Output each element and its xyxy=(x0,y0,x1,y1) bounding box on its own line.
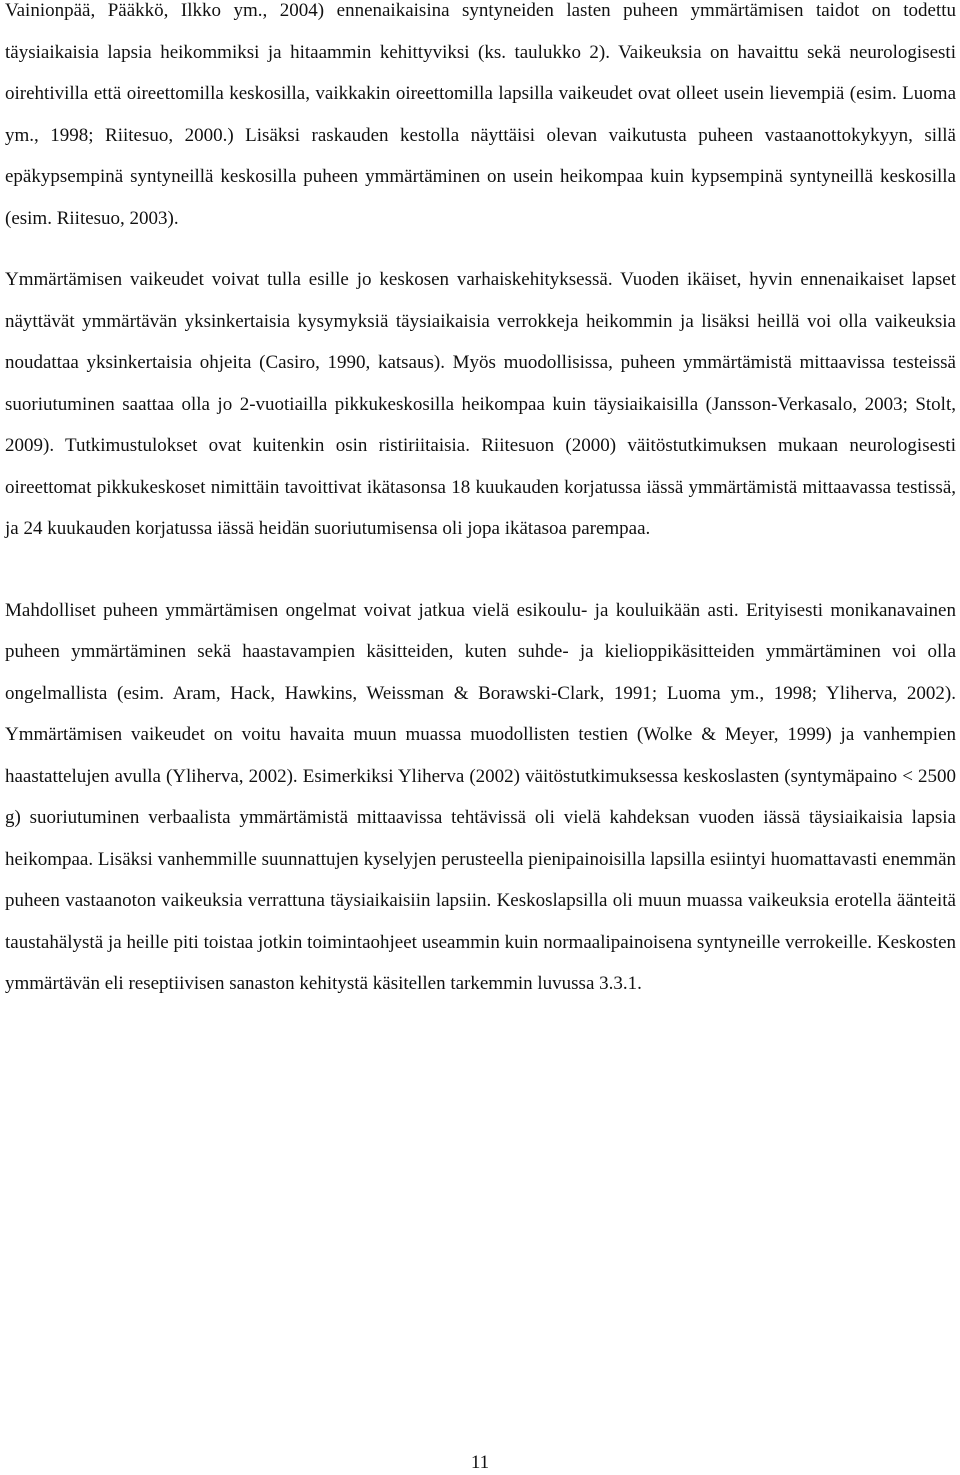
page-number: 11 xyxy=(470,1452,490,1473)
body-paragraph-1: Vainionpää, Pääkkö, Ilkko ym., 2004) ennenaikaisina syntyneiden lasten puheen ymmärtämisen taidot on todettu täysiaikaisia lapsia heikommiksi ja hitaammin kehittyviksi (ks. taulukko 2). Vaikeuksia on havaittu sekä neurologisesti oirehtivilla että oireettomilla keskosilla, vaikkakin oireettomilla lapsilla vaikeudet ovat olleet usein lievempiä (esim. Luoma ym., 1998; Riitesuo, 2000.) Lisäksi raskauden kestolla näyttäisi olevan vaikutusta puheen vastaanottokykyyn, sillä epäkypsempinä syntyneillä keskosilla puheen ymmärtäminen on usein heikompaa kuin kypsempinä syntyneillä keskosilla (esim. Riitesuo, 2003). xyxy=(5,0,956,229)
body-paragraph-2: Ymmärtämisen vaikeudet voivat tulla esille jo keskosen varhaiskehityksessä. Vuoden ikäiset, hyvin ennenaikaiset lapset näyttävät ymmärtävän yksinkertaisia kysymyksiä täysiaikaisia verrokkeja heikommin ja lisäksi heillä voi olla vaikeuksia noudattaa yksinkertaisia ohjeita (Casiro, 1990, katsaus). Myös muodollisissa, puheen ymmärtämistä mittaavissa testeissä suoriutuminen saattaa olla jo 2-vuotiailla pikkukeskosilla heikompaa kuin täysiaikaisilla (Jansson-Verkasalo, 2003; Stolt, 2009). Tutkimustulokset ovat kuitenkin osin ristiriitaisia. Riitesuon (2000) väitöstutkimuksen mukaan neurologisesti oireettomat pikkukeskoset nimittäin tavoittivat ikätasonsa 18 kuukauden korjatussa iässä ymmärtämistä mittaavassa testissä, ja 24 kuukauden korjatussa iässä heidän suoriutumisensa oli jopa ikätasoa parempaa. xyxy=(5,269,956,539)
document-page xyxy=(5,0,956,1005)
body-paragraph-3: Mahdolliset puheen ymmärtämisen ongelmat voivat jatkua vielä esikoulu- ja kouluikään asti. Erityisesti monikanavainen puheen ymmärtäminen sekä haastavampien käsitteiden, kuten suhde- ja kielioppikäsitteiden ymmärtäminen voi olla ongelmallista (esim. Aram, Hack, Hawkins, Weissman & Borawski-Clark, 1991; Luoma ym., 1998; Yliherva, 2002). Ymmärtämisen vaikeudet on voitu havaita muun muassa muodollisten testien (Wolke & Meyer, 1999) ja vanhempien haastattelujen avulla (Yliherva, 2002). Esimerkiksi Yliherva (2002) väitöstutkimuksessa keskoslasten (syntymäpaino < 2500 g) suoriutuminen verbaalista ymmärtämistä mittaavissa tehtävissä oli vielä kahdeksan vuoden iässä täysiaikaisia lapsia heikompaa. Lisäksi vanhemmille suunnattujen kyselyjen perusteella pienipainoisilla lapsilla esiintyi huomattavasti enemmän puheen vastaanoton vaikeuksia verrattuna täysiaikaisiin lapsiin. Keskoslapsilla oli muun muassa vaikeuksia erotella äänteitä taustahälystä ja heille piti toistaa jotkin toimintaohjeet useammin kuin normaalipainoisena syntyneille verrokeille. Keskosten ymmärtävän eli reseptiivisen sanaston kehitystä käsitellen tarkemmin luvussa 3.3.1. xyxy=(5,599,956,994)
